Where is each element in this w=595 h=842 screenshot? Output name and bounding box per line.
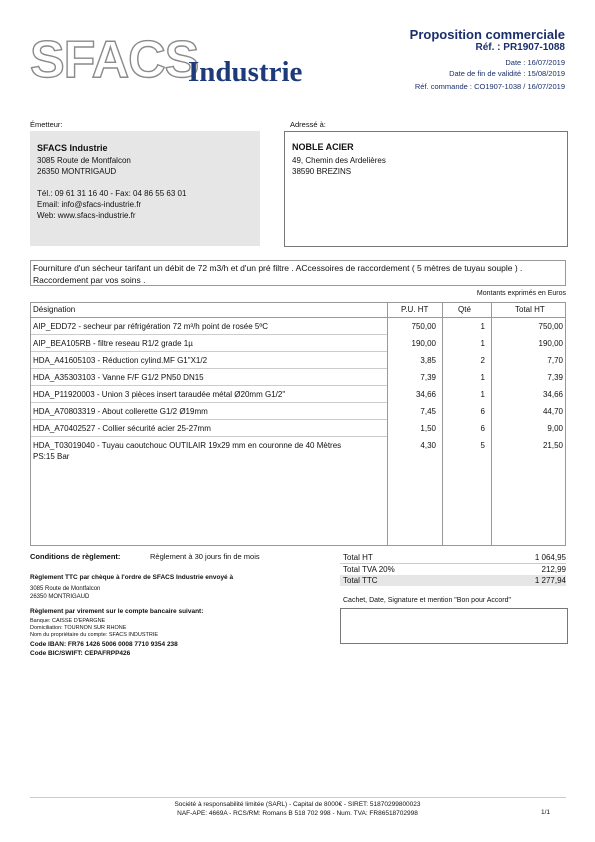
payment-conditions-value: Règlement à 30 jours fin de mois bbox=[150, 552, 260, 561]
company-logo bbox=[30, 31, 315, 89]
currency-note: Montants exprimés en Euros bbox=[476, 290, 566, 297]
recipient-name: NOBLE ACIER bbox=[292, 142, 354, 152]
item-unit-price: 750,00 bbox=[411, 322, 436, 331]
proposal-description bbox=[30, 260, 566, 286]
signature-label: Cachet, Date, Signature et mention "Bon pour Accord" bbox=[343, 597, 512, 604]
row-separator bbox=[31, 419, 387, 420]
item-quantity: 1 bbox=[480, 390, 485, 399]
item-unit-price: 3,85 bbox=[420, 356, 436, 365]
item-designation: HDA_A70402527 - Collier sécurité acier 25-27mm bbox=[33, 424, 211, 433]
description-line2: Raccordement par vos soins . bbox=[33, 275, 146, 285]
emitter-label: Émetteur: bbox=[30, 120, 63, 129]
logo-sub-text: Industrie bbox=[188, 56, 303, 88]
item-total: 44,70 bbox=[542, 407, 563, 416]
document-date: Date : 16/07/2019 bbox=[505, 58, 565, 67]
item-total: 34,66 bbox=[542, 390, 563, 399]
recipient-box bbox=[284, 131, 568, 247]
item-quantity: 1 bbox=[480, 373, 485, 382]
description-line1: Fourniture d'un sécheur tarifant un débit de 72 m3/h et d'un pré filtre . ACcessoires de raccordement ( 5 mètres de tuyau souple ) . bbox=[33, 263, 523, 273]
item-quantity: 1 bbox=[480, 322, 485, 331]
item-total: 190,00 bbox=[538, 339, 563, 348]
total-ttc-row bbox=[340, 575, 566, 586]
item-unit-price: 190,00 bbox=[411, 339, 436, 348]
cheque-title: Règlement TTC par chèque à l'ordre de SFACS Industrie envoyé à bbox=[30, 574, 234, 581]
item-designation: AIP_BEA105RB - filtre reseau R1/2 grade 1µ bbox=[33, 339, 193, 348]
item-quantity: 2 bbox=[480, 356, 485, 365]
cheque-address1: 3085 Route de Montfalcon bbox=[30, 586, 101, 592]
header-total: Total HT bbox=[515, 305, 545, 314]
col-divider bbox=[387, 303, 388, 545]
bic-swift: Code BIC/SWIFT: CEPAFRPP426 bbox=[30, 650, 131, 657]
table-header bbox=[31, 303, 565, 318]
item-unit-price: 1,50 bbox=[420, 424, 436, 433]
bank-name: Banque: CAISSE D'EPARGNE bbox=[30, 618, 106, 624]
item-total: 750,00 bbox=[538, 322, 563, 331]
item-designation-cont: PS:15 Bar bbox=[33, 452, 70, 461]
bank-domiciliation: Domiciliation: TOURNON SUR RHONE bbox=[30, 625, 127, 631]
item-unit-price: 34,66 bbox=[415, 390, 436, 399]
row-separator bbox=[31, 368, 387, 369]
item-unit-price: 7,45 bbox=[420, 407, 436, 416]
emitter-email: Email: info@sfacs-industrie.fr bbox=[37, 200, 142, 209]
item-unit-price: 7,39 bbox=[420, 373, 436, 382]
header-quantity: Qté bbox=[458, 305, 471, 314]
validity-date: Date de fin de validité : 15/08/2019 bbox=[449, 69, 565, 78]
items-table bbox=[30, 302, 566, 546]
item-designation: HDA_P11920003 - Union 3 pièces insert taraudée métal Ø20mm G1/2" bbox=[33, 390, 286, 399]
total-ht-value: 1 064,95 bbox=[534, 553, 566, 562]
document-ref: Réf. : PR1907-1088 bbox=[475, 42, 565, 53]
col-divider bbox=[491, 303, 492, 545]
row-separator bbox=[31, 402, 387, 403]
account-owner: Nom du propriétaire du compte: SFACS INDUSTRIE bbox=[30, 632, 159, 638]
footer-line1: Société à responsabilité limitée (SARL) - Capital de 8000€ - SIRET: 51870299800023 bbox=[174, 801, 421, 808]
transfer-title: Règlement par virement sur le compte bancaire suivant: bbox=[30, 608, 204, 615]
emitter-address1: 3085 Route de Montfalcon bbox=[37, 156, 131, 165]
row-separator bbox=[31, 334, 387, 335]
col-divider bbox=[442, 303, 443, 545]
total-ttc-value: 1 277,94 bbox=[534, 576, 566, 585]
item-total: 9,00 bbox=[547, 424, 563, 433]
logo-main-text: SFACS bbox=[30, 31, 199, 89]
header-designation: Désignation bbox=[33, 305, 76, 314]
document-title: Proposition commerciale bbox=[409, 27, 565, 42]
total-tva-value: 212,99 bbox=[541, 565, 566, 574]
item-unit-price: 4,30 bbox=[420, 441, 436, 450]
row-separator bbox=[31, 436, 387, 437]
total-ttc-label: Total TTC bbox=[343, 576, 378, 585]
total-ht-row bbox=[340, 552, 566, 564]
item-designation: HDA_A35303103 - Vanne F/F G1/2 PN50 DN15 bbox=[33, 373, 204, 382]
recipient-address2: 38590 BREZINS bbox=[292, 167, 352, 176]
emitter-box bbox=[30, 131, 260, 246]
item-quantity: 1 bbox=[480, 339, 485, 348]
item-quantity: 6 bbox=[480, 424, 485, 433]
cheque-address2: 26350 MONTRIGAUD bbox=[30, 594, 90, 600]
item-designation: HDA_T03019040 - Tuyau caoutchouc OUTILAIR 19x29 mm en couronne de 40 Mètres bbox=[33, 441, 342, 450]
item-total: 21,50 bbox=[542, 441, 563, 450]
row-separator bbox=[31, 351, 387, 352]
emitter-web: Web: www.sfacs-industrie.fr bbox=[37, 211, 136, 220]
emitter-name: SFACS Industrie bbox=[37, 143, 108, 153]
total-tva-label: Total TVA 20% bbox=[343, 565, 395, 574]
item-quantity: 6 bbox=[480, 407, 485, 416]
emitter-phone: Tél.: 09 61 31 16 40 - Fax: 04 86 55 63 01 bbox=[37, 189, 187, 198]
iban: Code IBAN: FR76 1426 5006 0008 7710 9354 238 bbox=[30, 641, 178, 648]
item-total: 7,70 bbox=[547, 356, 563, 365]
recipient-label: Adressé à: bbox=[290, 120, 326, 129]
row-separator bbox=[31, 385, 387, 386]
emitter-address2: 26350 MONTRIGAUD bbox=[37, 167, 117, 176]
item-designation: HDA_A70803319 - About collerette G1/2 Ø19mm bbox=[33, 407, 208, 416]
payment-conditions-label: Conditions de règlement: bbox=[30, 552, 121, 561]
page-number: 1/1 bbox=[540, 809, 550, 816]
order-ref: Réf. commande : CO1907-1038 / 16/07/2019 bbox=[414, 82, 565, 91]
item-designation: HDA_A41605103 - Réduction cylind.MF G1"X1/2 bbox=[33, 356, 208, 365]
signature-box[interactable] bbox=[340, 608, 568, 644]
item-designation: AIP_EDD72 - secheur par réfrigération 72 m³/h point de rosée 5ºC bbox=[33, 322, 269, 331]
footer-line2: NAF-APE: 4669A - RCS/RM: Romans B 518 702 998 - Num. TVA: FR86518702998 bbox=[177, 810, 418, 817]
item-total: 7,39 bbox=[547, 373, 563, 382]
total-ht-label: Total HT bbox=[343, 553, 373, 562]
recipient-address1: 49, Chemin des Ardelières bbox=[292, 156, 386, 165]
item-quantity: 5 bbox=[480, 441, 485, 450]
footer-divider bbox=[30, 797, 566, 798]
header-unit-price: P.U. HT bbox=[401, 305, 429, 314]
